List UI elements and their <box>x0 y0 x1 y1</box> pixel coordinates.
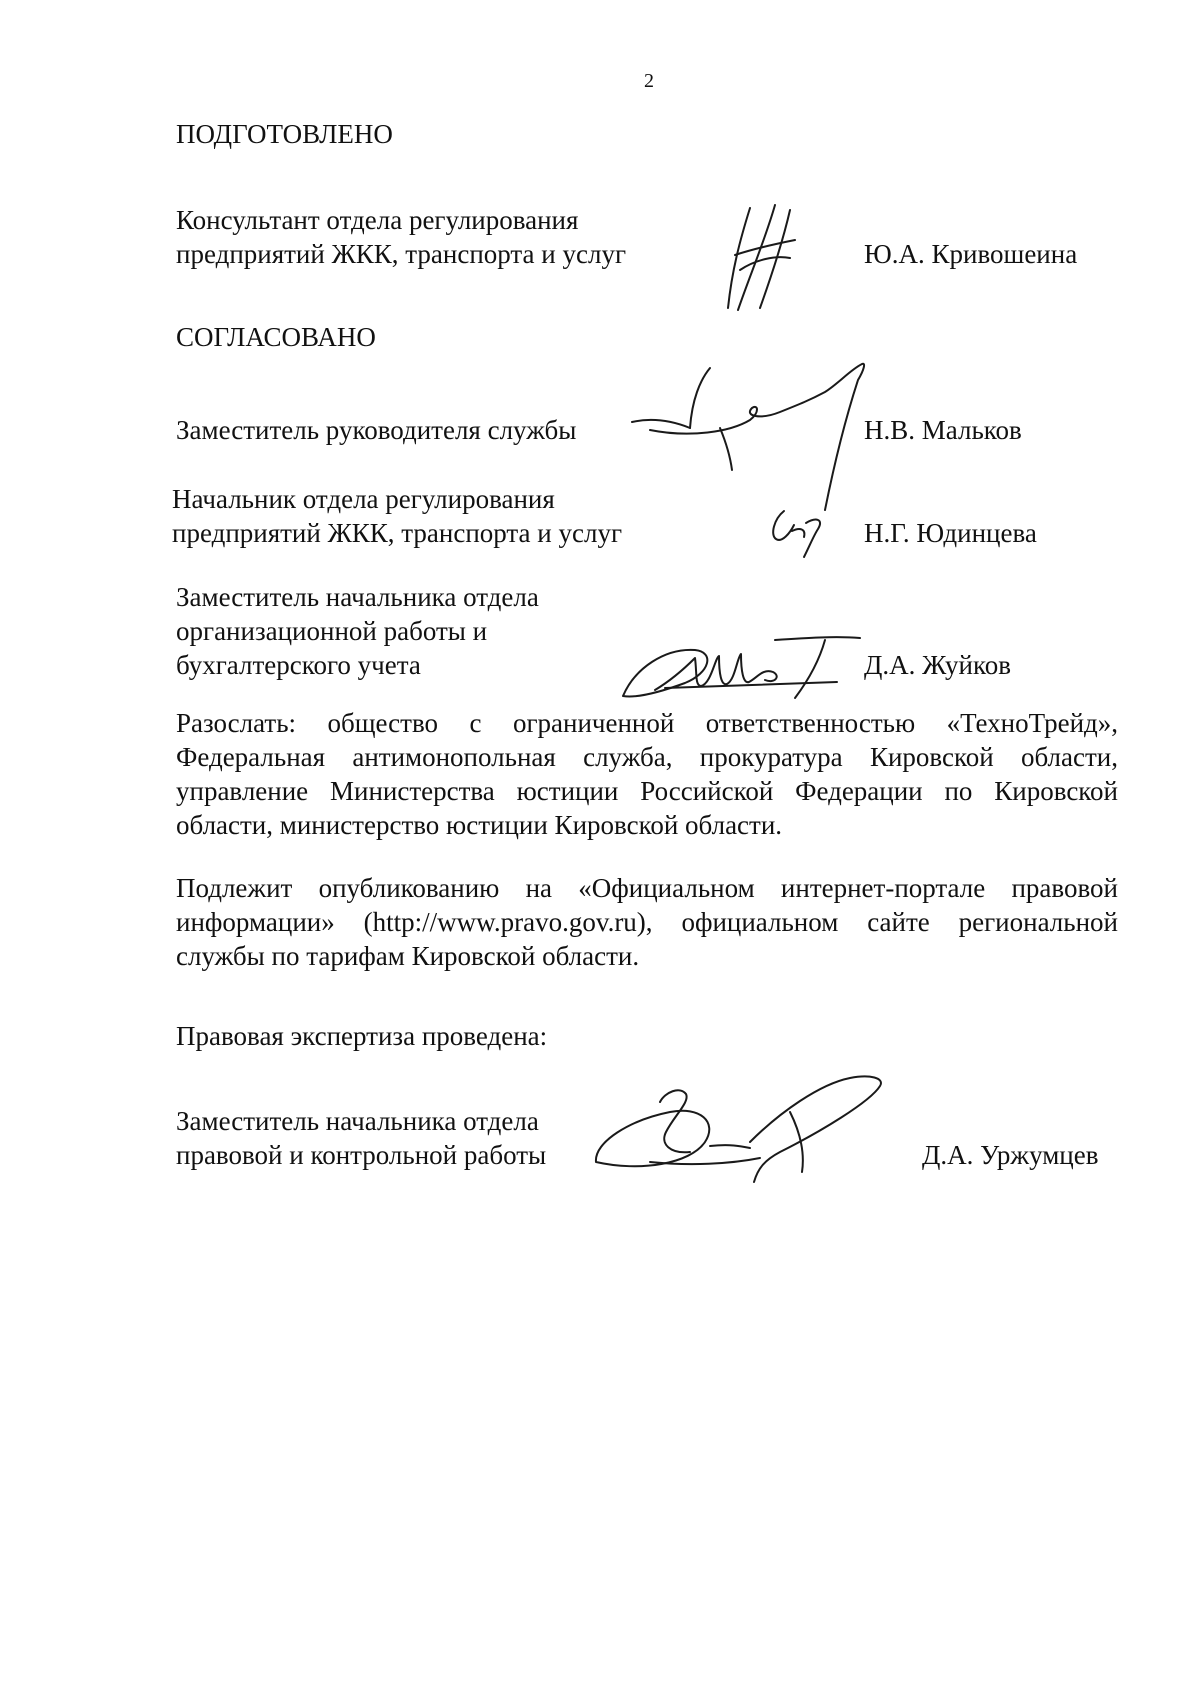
signature-zhuikov <box>615 628 865 708</box>
distribution-paragraph <box>176 706 1118 842</box>
prepared-position-line1: Консультант отдела регулирования <box>176 205 579 235</box>
publication-paragraph <box>176 871 1118 973</box>
prepared-position-line2: предприятий ЖКК, транспорта и услуг <box>176 239 627 269</box>
legal-review-heading: Правовая экспертиза проведена: <box>176 1021 548 1051</box>
legal-review-position-line1: Заместитель начальника отдела <box>176 1106 539 1136</box>
signer-name: Д.А. Жуйков <box>864 650 1011 680</box>
legal-review-signer-name: Д.А. Уржумцев <box>922 1140 1099 1170</box>
signature-yudintseva <box>760 505 830 560</box>
prepared-heading: ПОДГОТОВЛЕНО <box>176 119 393 149</box>
signature-malkov <box>630 360 870 520</box>
signer-position-line: Заместитель начальника отдела <box>176 582 539 612</box>
legal-review-position-line2: правовой и контрольной работы <box>176 1140 547 1170</box>
signer-name: Н.В. Мальков <box>864 415 1022 445</box>
agreed-heading: СОГЛАСОВАНО <box>176 322 376 352</box>
publication-text: Подлежит опубликованию на «Официальном интернет-портале правовой информации» (http://www.pravo.gov.ru), официальном сайте региональной службы по тарифам Кировской области. <box>176 873 1118 971</box>
signer-position-line: бухгалтерского учета <box>176 650 421 680</box>
signer-name: Н.Г. Юдинцева <box>864 518 1037 548</box>
signer-position-line: Начальник отдела регулирования <box>172 484 555 514</box>
page-number: 2 <box>644 70 654 92</box>
signature-urzhumtsev <box>590 1072 900 1192</box>
signer-position-line: Заместитель руководителя службы <box>176 415 577 445</box>
distribution-text: Разослать: общество с ограниченной ответственностью «ТехноТрейд», Федеральная антимонопольная служба, прокуратура Кировской области, управление Министерства юстиции Российской Федерации по Кировской области, министерство юстиции Кировской области. <box>176 708 1118 840</box>
prepared-signer-name: Ю.А. Кривошеина <box>864 239 1078 269</box>
signer-position-line: предприятий ЖКК, транспорта и услуг <box>172 518 623 548</box>
signature-krivosheina <box>720 200 810 315</box>
signer-position-line: организационной работы и <box>176 616 488 646</box>
